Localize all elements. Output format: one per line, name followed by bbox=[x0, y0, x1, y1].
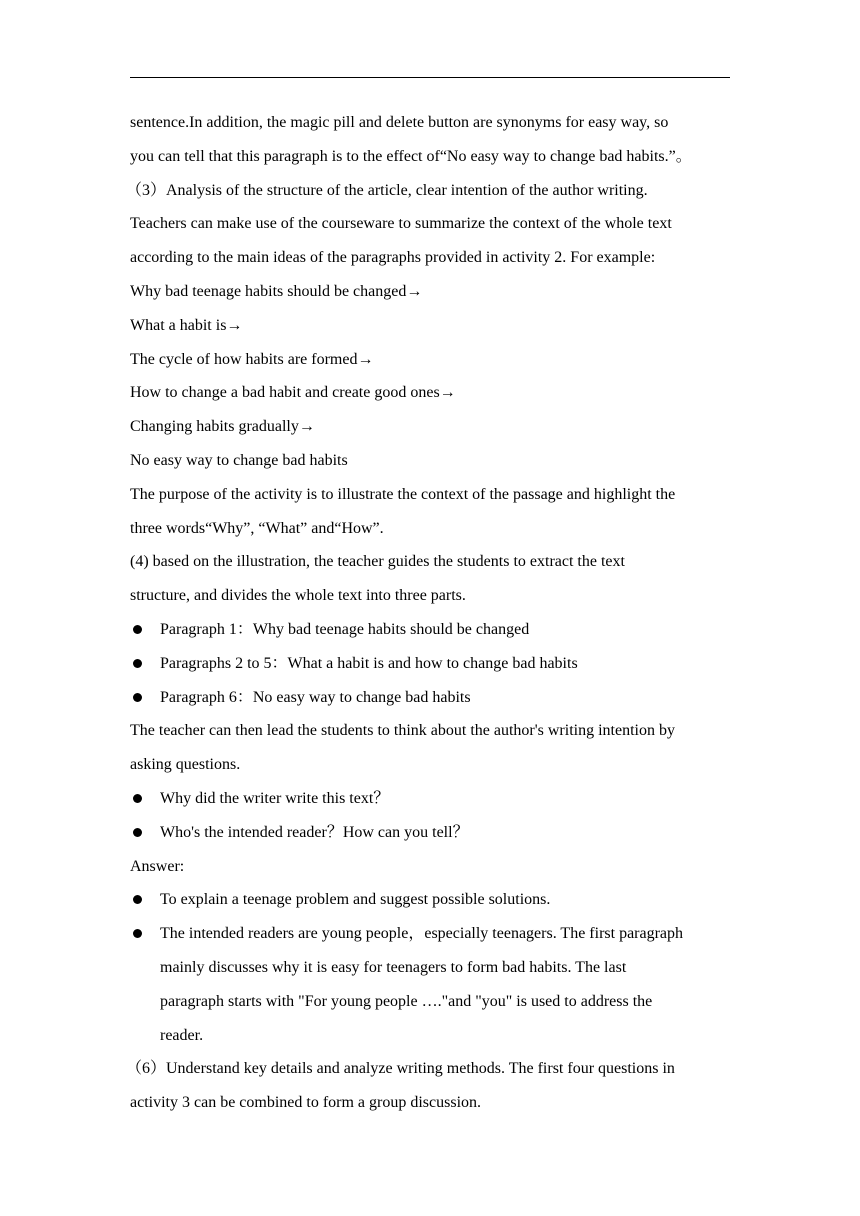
bullet-item bbox=[130, 681, 750, 715]
line-text: mainly discusses why it is easy for teenagers to form bad habits. The last bbox=[160, 958, 627, 976]
line-text: The intended readers are young people，especially teenagers. The first paragraph bbox=[160, 925, 684, 943]
text-line bbox=[126, 1052, 750, 1086]
line-text: asking questions. bbox=[130, 756, 241, 774]
line-text: To explain a teenage problem and suggest possible solutions. bbox=[160, 891, 551, 909]
text-line bbox=[130, 545, 750, 579]
text-line bbox=[130, 748, 750, 782]
text-line bbox=[130, 207, 750, 241]
line-text: Who's the intended reader？How can you tell？ bbox=[160, 823, 469, 841]
text-line bbox=[130, 714, 750, 748]
line-text: paragraph starts with "For young people …."and "you" is used to address the bbox=[160, 992, 653, 1010]
line-text: structure, and divides the whole text into three parts. bbox=[130, 587, 466, 605]
bullet-dot-icon bbox=[133, 659, 142, 668]
line-text: What a habit is→ bbox=[130, 316, 243, 334]
text-line bbox=[130, 275, 750, 309]
document-body bbox=[126, 106, 750, 1120]
bullet-dot-icon bbox=[133, 929, 142, 938]
text-line bbox=[130, 106, 750, 140]
line-text: according to the main ideas of the paragraphs provided in activity 2. For example: bbox=[130, 249, 656, 267]
line-text: Why did the writer write this text？ bbox=[160, 789, 390, 807]
line-text: (4) based on the illustration, the teacher guides the students to extract the text bbox=[130, 553, 625, 571]
bullet-item bbox=[130, 647, 750, 681]
text-line bbox=[130, 478, 750, 512]
line-text: Answer: bbox=[130, 857, 185, 875]
text-line bbox=[130, 951, 750, 985]
line-text: reader. bbox=[160, 1026, 204, 1044]
line-text: The cycle of how habits are formed→ bbox=[130, 350, 374, 368]
text-line bbox=[130, 1019, 750, 1053]
text-line bbox=[126, 174, 750, 208]
header-rule bbox=[130, 77, 730, 78]
bullet-dot-icon bbox=[133, 828, 142, 837]
text-line bbox=[130, 343, 750, 377]
bullet-item bbox=[130, 883, 750, 917]
line-text: The teacher can then lead the students to think about the author's writing intention by bbox=[130, 722, 675, 740]
bullet-item bbox=[130, 613, 750, 647]
text-line bbox=[130, 579, 750, 613]
line-text: No easy way to change bad habits bbox=[130, 451, 348, 469]
line-text: Paragraph 1：Why bad teenage habits should be changed bbox=[160, 620, 530, 638]
text-line bbox=[130, 850, 750, 884]
line-text: Paragraphs 2 to 5：What a habit is and how to change bad habits bbox=[160, 654, 578, 672]
line-text: you can tell that this paragraph is to the effect of“No easy way to change bad habits.”。 bbox=[130, 147, 692, 165]
line-text: （6）Understand key details and analyze writing methods. The first four questions in bbox=[126, 1060, 675, 1078]
line-text: The purpose of the activity is to illustrate the context of the passage and highlight the bbox=[130, 485, 676, 503]
line-text: Why bad teenage habits should be changed→ bbox=[130, 282, 423, 300]
line-text: Paragraph 6：No easy way to change bad habits bbox=[160, 688, 471, 706]
bullet-item bbox=[130, 816, 750, 850]
bullet-item bbox=[130, 782, 750, 816]
line-text: activity 3 can be combined to form a group discussion. bbox=[130, 1094, 482, 1112]
text-line bbox=[130, 1086, 750, 1120]
bullet-dot-icon bbox=[133, 794, 142, 803]
bullet-dot-icon bbox=[133, 693, 142, 702]
bullet-dot-icon bbox=[133, 895, 142, 904]
bullet-item bbox=[130, 917, 750, 951]
text-line bbox=[130, 512, 750, 546]
line-text: How to change a bad habit and create good ones→ bbox=[130, 384, 456, 402]
text-line bbox=[130, 241, 750, 275]
text-line bbox=[130, 140, 750, 174]
line-text: sentence.In addition, the magic pill and delete button are synonyms for easy way, so bbox=[130, 114, 669, 131]
text-line bbox=[130, 444, 750, 478]
text-line bbox=[130, 410, 750, 444]
text-line bbox=[130, 376, 750, 410]
bullet-dot-icon bbox=[133, 625, 142, 634]
line-text: three words“Why”, “What” and“How”. bbox=[130, 519, 384, 537]
text-line bbox=[130, 309, 750, 343]
line-text: （3）Analysis of the structure of the article, clear intention of the author writing. bbox=[126, 181, 648, 199]
text-line bbox=[130, 985, 750, 1019]
line-text: Changing habits gradually→ bbox=[130, 418, 315, 436]
line-text: Teachers can make use of the courseware to summarize the context of the whole text bbox=[130, 215, 672, 233]
